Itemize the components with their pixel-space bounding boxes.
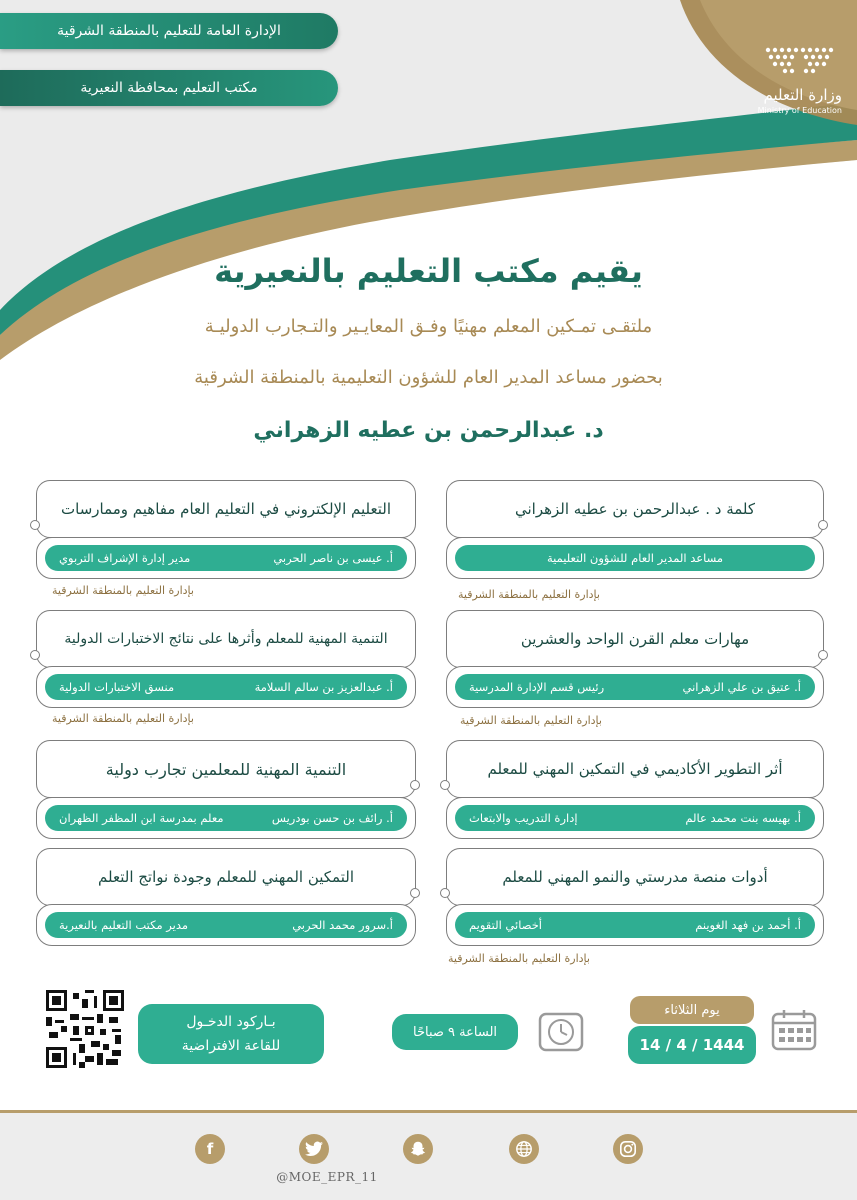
connector-dot	[30, 650, 40, 660]
connector-dot	[30, 520, 40, 530]
speaker-name: أ. رائف بن حسن بودريس	[271, 811, 393, 825]
main-title: يقيم مكتب التعليم بالنعيرية	[214, 252, 643, 290]
logo-arabic: وزارة التعليم	[763, 86, 842, 104]
speaker-bar	[36, 904, 416, 946]
speaker-role: معلم بمدرسة ابن المظفر الظهران	[59, 811, 224, 825]
speaker-name: أ.سرور محمد الحربي	[292, 918, 393, 932]
session-card	[446, 480, 824, 538]
connector-dot	[818, 650, 828, 660]
instagram-icon[interactable]	[613, 1134, 643, 1164]
speaker-role: إدارة التدريب والابتعاث	[469, 811, 578, 825]
session-title: أدوات منصة مدرستي والنمو المهني للمعلم	[502, 868, 768, 886]
session-card	[36, 848, 416, 906]
speaker-name: أ. بهيسه بنت محمد عالم	[685, 811, 801, 825]
session-card	[36, 610, 416, 668]
snapchat-icon[interactable]	[403, 1134, 433, 1164]
speaker-bar	[36, 797, 416, 839]
session-title: التمكين المهني للمعلم وجودة نواتج التعلم	[98, 868, 354, 886]
speaker-bar	[446, 797, 824, 839]
dept-label: بإدارة التعليم بالمنطقة الشرقية	[460, 714, 602, 727]
session-card	[446, 610, 824, 668]
speaker-role: منسق الاختبارات الدولية	[59, 680, 175, 694]
speaker-role: أخصائي التقويم	[469, 918, 543, 932]
session-title: التعليم الإلكتروني في التعليم العام مفاهيم وممارسات	[61, 500, 391, 518]
facebook-icon[interactable]: f	[195, 1134, 225, 1164]
connector-dot	[440, 780, 450, 790]
day-badge	[630, 996, 754, 1024]
session-title: أثر التطوير الأكاديمي في التمكين المهني للمعلم	[487, 760, 783, 778]
session-title: التنمية المهنية للمعلم وأثرها على نتائج الاختبارات الدولية	[64, 631, 388, 647]
dept-label: بإدارة التعليم بالمنطقة الشرقية	[458, 588, 600, 601]
barcode-line-2: للقاعة الافتراضية	[181, 1038, 281, 1054]
speaker-role: رئيس قسم الإدارة المدرسية	[469, 680, 605, 694]
session-title: كلمة د . عبدالرحمن بن عطيه الزهراني	[514, 500, 756, 518]
connector-dot	[410, 888, 420, 898]
speaker-bar	[36, 537, 416, 579]
speaker-name: مساعد المدير العام للشؤون التعليمية	[546, 551, 724, 565]
subtitle-line-2: بحضور مساعد المدير العام للشؤون التعليمية بالمنطقة الشرقية	[194, 367, 663, 388]
header-background	[0, 0, 857, 360]
clock-icon	[536, 1010, 586, 1054]
barcode-label-box	[138, 1004, 324, 1064]
office-label: مكتب التعليم بمحافظة النعيرية	[80, 80, 258, 96]
dept-label: بإدارة التعليم بالمنطقة الشرقية	[448, 952, 590, 965]
dept-label: بإدارة التعليم بالمنطقة الشرقية	[52, 712, 194, 725]
footer-divider	[0, 1110, 857, 1113]
connector-dot	[818, 520, 828, 530]
general-admin-pill	[0, 13, 338, 49]
twitter-icon[interactable]	[299, 1134, 329, 1164]
date-label: 1444 / 4 / 14	[639, 1036, 745, 1054]
ministry-logo-icon	[760, 44, 840, 78]
connector-dot	[410, 780, 420, 790]
session-card	[446, 848, 824, 906]
speaker-bar	[36, 666, 416, 708]
date-badge	[628, 1026, 756, 1064]
speaker-role: مدير إدارة الإشراف التربوي	[59, 551, 191, 565]
speaker-name: أ. عبدالعزيز بن سالم السلامة	[254, 680, 393, 694]
session-card	[36, 480, 416, 538]
session-card	[36, 740, 416, 798]
guest-name: د. عبدالرحمن بن عطيه الزهراني	[253, 418, 604, 443]
speaker-name: أ. أحمد بن فهد الغوينم	[695, 918, 801, 932]
speaker-name: أ. عتيق بن علي الزهراني	[682, 680, 801, 694]
connector-dot	[440, 888, 450, 898]
speaker-bar	[446, 537, 824, 579]
calendar-icon	[770, 1008, 818, 1052]
time-label: الساعة ٩ صباحًا	[412, 1024, 498, 1040]
general-admin-label: الإدارة العامة للتعليم بالمنطقة الشرقية	[57, 23, 281, 39]
speaker-role: مدير مكتب التعليم بالنعيرية	[59, 918, 189, 932]
session-title: التنمية المهنية للمعلمين تجارب دولية	[105, 759, 347, 779]
day-label: يوم الثلاثاء	[664, 1002, 720, 1018]
web-icon[interactable]	[509, 1134, 539, 1164]
social-handle: @MOE_EPR_11	[276, 1170, 378, 1184]
speaker-bar	[446, 904, 824, 946]
office-pill	[0, 70, 338, 106]
logo-english: Ministry of Education	[757, 106, 842, 115]
subtitle-line-1: ملتقـى تمـكين المعلم مهنيًا وفـق المعايـير والتـجارب الدوليـة	[204, 316, 653, 337]
speaker-bar	[446, 666, 824, 708]
speaker-name: أ. عيسى بن ناصر الحربي	[273, 551, 393, 565]
dept-label: بإدارة التعليم بالمنطقة الشرقية	[52, 584, 194, 597]
session-title: مهارات معلم القرن الواحد والعشرين	[520, 630, 750, 648]
qr-code[interactable]	[46, 990, 124, 1068]
barcode-line-1: بـاركود الدخـول	[186, 1014, 276, 1030]
session-card	[446, 740, 824, 798]
time-badge	[392, 1014, 518, 1050]
